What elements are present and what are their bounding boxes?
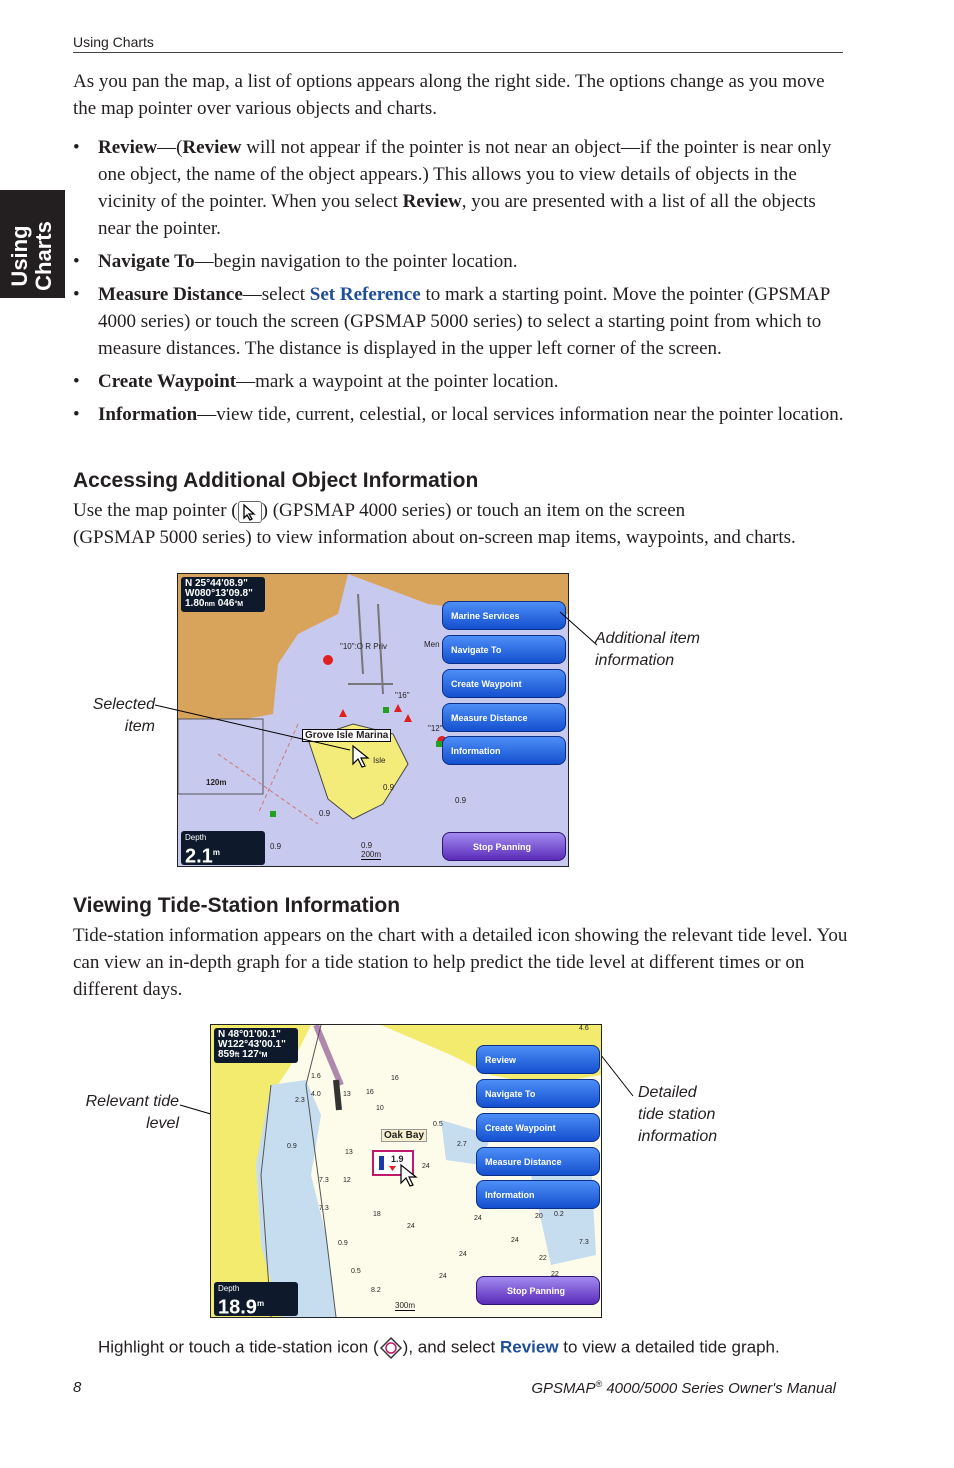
sounding: 2.7 xyxy=(457,1141,467,1148)
map-label: 0.9 xyxy=(383,783,395,792)
bullet-create-waypoint: • Create Waypoint—mark a waypoint at the pointer location. xyxy=(73,371,559,392)
sounding: 24 xyxy=(407,1223,415,1230)
marina-label: Grove Isle Marina xyxy=(302,729,391,742)
bullet-navigate-to: • Navigate To—begin navigation to the pointer location. xyxy=(73,251,518,272)
side-tab-line2: Charts xyxy=(31,221,56,291)
menu-information[interactable]: Information xyxy=(476,1180,600,1209)
heading-tide-station: Viewing Tide-Station Information xyxy=(73,894,401,917)
set-reference-link: Set Reference xyxy=(309,284,421,305)
sounding: 13 xyxy=(343,1091,351,1098)
section1-paragraph: Use the map pointer ( ) (GPSMAP 4000 series) or touch an item on the screen (GPSMAP 5000 series) to view information about on-screen map items, waypoints, and charts. xyxy=(73,500,796,548)
sounding: 1.6 xyxy=(311,1073,321,1080)
sounding: 4.6 xyxy=(579,1025,589,1032)
sounding: 24 xyxy=(511,1237,519,1244)
bullet-measure-distance: • Measure Distance—select Set Reference to mark a starting point. Move the pointer (GPSMAP 4000 series) or touch the screen (GPSMAP 5000 series) to select a starting point from which to measure distances. The distance is displayed in the upper left corner of the screen. xyxy=(73,284,830,359)
menu-measure-distance[interactable]: Measure Distance xyxy=(476,1147,600,1176)
callout-selected-item: Selected item xyxy=(92,696,155,735)
sounding: 0.2 xyxy=(554,1211,564,1218)
sounding: 2.3 xyxy=(295,1097,305,1104)
sounding: 16 xyxy=(366,1089,374,1096)
map-label: Isle xyxy=(373,756,386,765)
sounding: 24 xyxy=(439,1273,447,1280)
side-tab-line1: Using xyxy=(7,225,32,287)
sounding: 16 xyxy=(391,1075,399,1082)
scale-bar: 200m xyxy=(361,850,382,859)
intro-paragraph: As you pan the map, a list of options appears along the right side. The options change as you move the map pointer over various objects and charts. xyxy=(73,71,825,119)
map-label: "12" xyxy=(428,724,443,733)
sounding: 7.3 xyxy=(319,1205,329,1212)
manual-title: GPSMAP® 4000/5000 Series Owner's Manual xyxy=(531,1379,836,1397)
menu-review[interactable]: Review xyxy=(476,1045,600,1074)
scale-bar: 300m xyxy=(395,1301,416,1310)
map-label: 0.9 xyxy=(270,842,282,851)
menu-create-waypoint[interactable]: Create Waypoint xyxy=(442,669,566,698)
sounding: 20 xyxy=(535,1213,543,1220)
sounding: 24 xyxy=(422,1163,430,1170)
page-number: 8 xyxy=(73,1379,82,1396)
sounding: 10 xyxy=(376,1105,384,1112)
callout-detailed-tide: Detailed tide station information xyxy=(638,1084,718,1145)
menu-navigate-to[interactable]: Navigate To xyxy=(476,1079,600,1108)
sounding: 4.0 xyxy=(311,1091,321,1098)
coordinate-readout: N 25°44'08.9" W080°13'09.8" 1.80nm 046°M xyxy=(181,577,265,612)
menu-information[interactable]: Information xyxy=(442,736,566,765)
sounding: 7.3 xyxy=(579,1239,589,1246)
menu-measure-distance[interactable]: Measure Distance xyxy=(442,703,566,732)
running-header: Using Charts xyxy=(73,34,843,53)
place-label: Oak Bay xyxy=(381,1129,427,1142)
map-label: "10":O R Priv xyxy=(340,642,388,651)
coordinate-readout: N 48°01'00.1" W122°43'00.1" 859ft 127°M xyxy=(214,1028,298,1063)
tide-instruction: Highlight or touch a tide-station icon ( ), and select Review to view a detailed tide graph. xyxy=(98,1336,780,1360)
sounding: 24 xyxy=(474,1215,482,1222)
heading-accessing-object-info: Accessing Additional Object Information xyxy=(73,469,479,492)
sounding: 0.9 xyxy=(287,1143,297,1150)
bullet-information: • Information—view tide, current, celestial, or local services information near the pointer location. xyxy=(73,404,844,425)
bullet-review: • Review—(Review will not appear if the pointer is not near an object—if the pointer is near only one object, the name of the object appears.) This allows you to view details of objects in the vicinity of the pointer. When you select Review, you are presented with a list of all the objects near the pointer. xyxy=(73,137,832,239)
menu-navigate-to[interactable]: Navigate To xyxy=(442,635,566,664)
sounding: 22 xyxy=(539,1255,547,1262)
review-link: Review xyxy=(499,1337,559,1357)
menu-marine-services[interactable]: Marine Services xyxy=(442,601,566,630)
map-label: "16" xyxy=(395,691,410,700)
chart-screenshot-tide-station xyxy=(210,1024,602,1318)
sounding: 12 xyxy=(343,1177,351,1184)
sounding: 0.5 xyxy=(351,1268,361,1275)
tide-station-icon xyxy=(379,1336,403,1360)
sounding: 8.2 xyxy=(371,1287,381,1294)
tide-level-value: 1.9 xyxy=(391,1154,404,1164)
stop-panning-button[interactable]: Stop Panning xyxy=(442,832,566,861)
scale-small: 120m xyxy=(206,778,227,787)
stop-panning-button[interactable]: Stop Panning xyxy=(476,1276,600,1305)
section2-paragraph: Tide-station information appears on the chart with a detailed icon showing the relevant tide level. You can view an in-depth graph for a tide station to help predict the tide level at different times or on different days. xyxy=(73,925,848,1000)
callout-additional-info: Additional item information xyxy=(595,630,700,669)
map-label: 0.9 xyxy=(319,809,331,818)
sounding: 24 xyxy=(459,1251,467,1258)
callout-relevant-tide: Relevant tide level xyxy=(85,1093,179,1132)
depth-readout: Depth 18.9$^m$ xyxy=(214,1282,298,1316)
sounding: 22 xyxy=(551,1271,559,1278)
depth-readout: Depth 2.1$^m$ xyxy=(181,831,265,865)
sounding: 13 xyxy=(345,1149,353,1156)
map-label: 0.9 xyxy=(361,841,373,850)
map-label: 0.9 xyxy=(455,796,467,805)
menu-create-waypoint[interactable]: Create Waypoint xyxy=(476,1113,600,1142)
sounding: 7.3 xyxy=(319,1177,329,1184)
sounding: 18 xyxy=(373,1211,381,1218)
sounding: 0.5 xyxy=(433,1121,443,1128)
sounding: 0.9 xyxy=(338,1240,348,1247)
map-label: Men xyxy=(424,640,440,649)
